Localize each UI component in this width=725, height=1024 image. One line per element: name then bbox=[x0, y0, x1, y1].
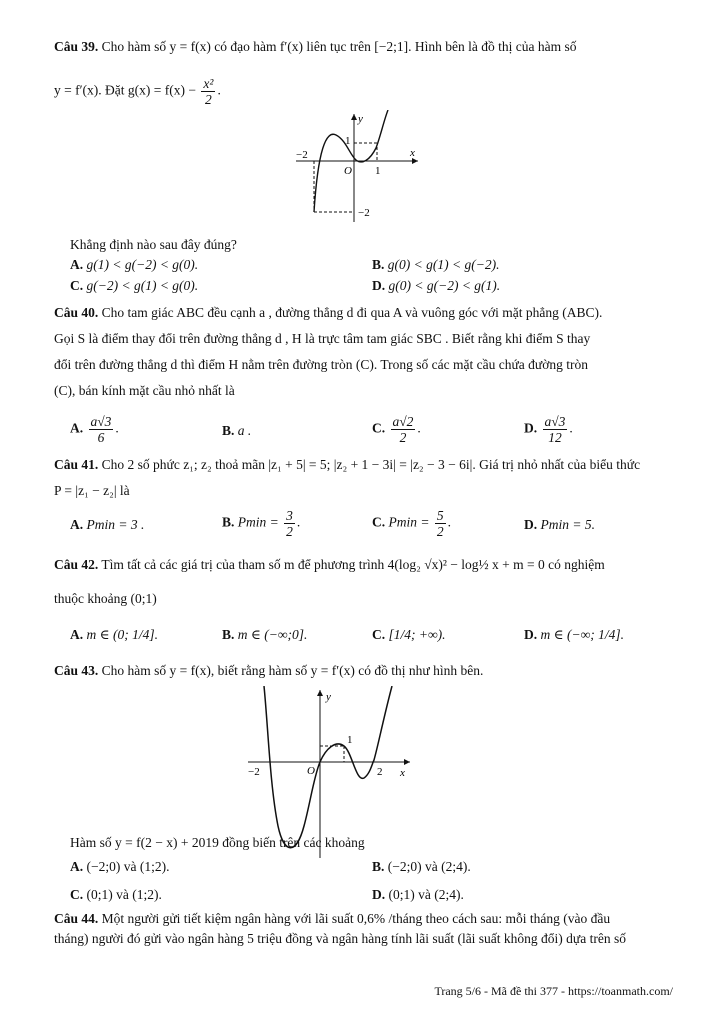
q39-tick-1y: 1 bbox=[345, 135, 351, 147]
q39-option-a[interactable]: A. g(1) < g(−2) < g(0). bbox=[70, 257, 199, 272]
q41-option-c[interactable]: C. Pmin = $\frac{5}{2}$ . bbox=[372, 508, 451, 539]
q42-option-b[interactable]: B. m ∈ (−∞;0]. bbox=[222, 627, 308, 642]
q43-line1: Câu 43. Cho hàm số y = f(x), biết rằng hàm số y = f′(x) có đồ thị như hình bên. bbox=[54, 663, 484, 678]
q42-option-d[interactable]: D. m ∈ (−∞; 1/4]. bbox=[524, 627, 624, 642]
q41-option-d[interactable]: D. Pmin = 5. bbox=[524, 517, 595, 532]
page-footer: Trang 5/6 - Mã đề thi 377 - https://toanmath.com/ bbox=[434, 984, 673, 998]
q40-line2: Gọi S là điểm thay đổi trên đường thẳng d , H là trực tâm tam giác SBC . Biết rằng khi điểm S thay bbox=[54, 331, 591, 346]
q43-tick-1: 1 bbox=[347, 734, 353, 746]
q43-option-b[interactable]: B. (−2;0) và (2;4). bbox=[372, 859, 471, 874]
q39-option-c[interactable]: C. g(−2) < g(1) < g(0). bbox=[70, 278, 199, 293]
q43-x-label: x bbox=[400, 767, 405, 779]
q43-tick-m2: −2 bbox=[248, 766, 260, 778]
q44-line1: Câu 44. Một người gửi tiết kiệm ngân hàng với lãi suất 0,6% /tháng theo cách sau: mỗi tháng (vào đầu bbox=[54, 911, 611, 926]
q39-tick-m2y: −2 bbox=[358, 207, 370, 219]
q39-fraction: $\frac{\text{x²}}{2}$ bbox=[203, 76, 214, 107]
q39-tick-m2x: −2 bbox=[296, 149, 308, 161]
q42-option-c[interactable]: C. [1/4; +∞). bbox=[372, 627, 446, 642]
q39-option-b[interactable]: B. g(0) < g(1) < g(−2). bbox=[372, 257, 500, 272]
q41-line1: Câu 41. Cho 2 số phức z₁; z₂ thoả mãn |z₁ + 5| = 5; |z₂ + 1 − 3i| = |z₂ − 3 − 6i|. Giá trị nhỏ nhất của biểu thức bbox=[54, 457, 641, 472]
q43-origin: O bbox=[307, 765, 315, 777]
q43-option-c[interactable]: C. (0;1) và (1;2). bbox=[70, 887, 162, 902]
q39-stem2a: y = f′(x). Đặt g(x) = f(x) − bbox=[54, 82, 197, 98]
q39-x-label: x bbox=[410, 147, 415, 159]
q41-option-b[interactable]: B. Pmin = $\frac{3}{2}$ . bbox=[222, 508, 301, 539]
q39-y-label: y bbox=[358, 113, 363, 125]
q40-line3: đổi trên đường thẳng d thì điểm H nằm trên đường tròn (C). Trong số các mặt cầu chứa đường tròn bbox=[54, 357, 588, 372]
q39-line1 bbox=[54, 38, 576, 56]
q43-option-d[interactable]: D. (0;1) và (2;4). bbox=[372, 887, 464, 902]
q40-option-b[interactable]: B. a . bbox=[222, 423, 252, 438]
q43-curve bbox=[264, 686, 392, 848]
q43-y-arrow bbox=[317, 690, 323, 696]
q39-origin: O bbox=[344, 165, 352, 177]
q40-option-a[interactable]: A. $\frac{a√3}{6}$ . bbox=[70, 414, 119, 445]
q40-line4: (C), bán kính mặt cầu nhỏ nhất là bbox=[54, 383, 235, 398]
q43-question: Hàm số y = f(2 − x) + 2019 đồng biến trên các khoảng bbox=[70, 835, 365, 850]
q39-line2: y = f′(x). Đặt g(x) = f(x) − $\frac{\text{x²}}{2}$ . bbox=[54, 76, 221, 107]
q44-line2: tháng) người đó gửi vào ngân hàng 5 triệu đồng và ngân hàng tính lãi suất (lãi suất không đổi) dựa trên số bbox=[54, 931, 626, 946]
q39-question: Khẳng định nào sau đây đúng? bbox=[70, 237, 237, 252]
q39-graph bbox=[292, 110, 422, 228]
q42-option-a[interactable]: A. m ∈ (0; 1/4]. bbox=[70, 627, 158, 642]
q40-line1: Câu 40. Cho tam giác ABC đều cạnh a , đường thẳng d đi qua A và vuông góc với mặt phẳng (ABC). bbox=[54, 305, 603, 320]
q39-stem1: Cho hàm số y = f(x) có đạo hàm f′(x) liên tục trên [−2;1]. Hình bên là đồ thị của hàm số bbox=[101, 39, 577, 54]
q43-y-label: y bbox=[326, 691, 331, 703]
q39-y-arrow bbox=[351, 114, 357, 120]
q40-option-c[interactable]: C. $\frac{a√2}{2}$ . bbox=[372, 414, 421, 445]
q42-line1: Câu 42. Tìm tất cả các giá trị của tham số m để phương trình 4(log₂ √x)² − log½ x + m = 0 có nghiệm bbox=[54, 557, 605, 572]
q43-tick-2: 2 bbox=[377, 766, 383, 778]
q41-line2: P = |z₁ − z₂| là bbox=[54, 483, 130, 498]
q39-option-d[interactable]: D. g(0) < g(−2) < g(1). bbox=[372, 278, 501, 293]
q39-label: Câu 39. bbox=[54, 39, 99, 54]
q40-option-d[interactable]: D. $\frac{a√3}{12}$ . bbox=[524, 414, 573, 445]
q41-option-a[interactable]: A. Pmin = 3 . bbox=[70, 517, 145, 532]
q42-line2: thuộc khoảng (0;1) bbox=[54, 591, 157, 606]
q39-tick-1x: 1 bbox=[375, 165, 381, 177]
q43-x-arrow bbox=[404, 759, 410, 765]
q43-option-a[interactable]: A. (−2;0) và (1;2). bbox=[70, 859, 170, 874]
